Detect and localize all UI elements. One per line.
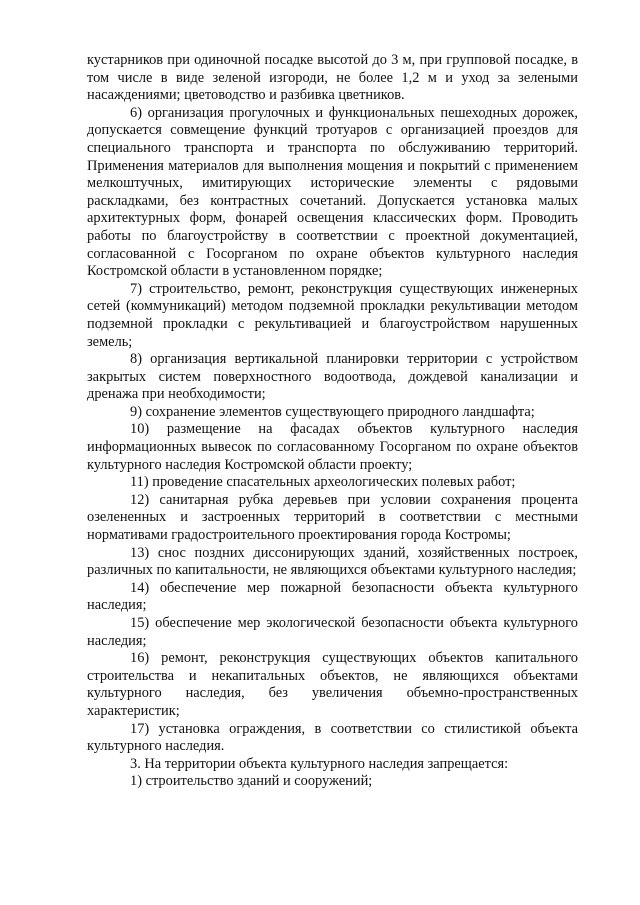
paragraph-continuation: кустарников при одиночной посадке высотой до 3 м, при групповой посадке, в том числе в виде зеленой изгороди, не более 1,2 м и уход за зелеными насаждениями; цветоводство и разбивка цветников. <box>87 52 578 104</box>
paragraph-item-10: 10) размещение на фасадах объектов культурного наследия информационных вывесок по согласованному Госорганом по охране объектов культурного наследия Костромской области проекту; <box>87 421 578 473</box>
paragraph-item-17: 17) установка ограждения, в соответствии со стилистикой объекта культурного наследия. <box>87 720 578 755</box>
paragraph-item-7: 7) строительство, ремонт, реконструкция существующих инженерных сетей (коммуникаций) методом подземной прокладки рекультивации методом подземной прокладки с рекультивацией и благоустройством нарушенных земель; <box>87 280 578 350</box>
paragraph-item-12: 12) санитарная рубка деревьев при условии сохранения процента озелененных и застроенных территорий в соответствии с местными нормативами градостроительного проектирования города Костромы; <box>87 491 578 544</box>
section-heading-3: 3. На территории объекта культурного наследия запрещается: <box>130 755 509 772</box>
paragraph-item-6: 6) организация прогулочных и функциональных пешеходных дорожек, допускается совмещение функций тротуаров с организацией проездов для специального транспорта и транспорта по обслуживанию территорий. Применения материалов для выполнения мощения и покрытий с применением мелкоштучных, имитирующих исторические элементы с рядовыми раскладками, без контрастных сочетаний. Допускается установка малых архитектурных форм, фонарей освещения классических форм. Проводить работы по благоустройству в соответствии с проектной документацией, согласованной с Госорганом по охране объектов культурного наследия Костромской области в установленном порядке; <box>87 104 578 280</box>
paragraph-item-9: 9) сохранение элементов существующего природного ландшафта; <box>130 403 535 420</box>
paragraph-item-13: 13) снос поздних диссонирующих зданий, хозяйственных построек, различных по капитальности, не являющихся объектами культурного наследия; <box>87 544 578 579</box>
paragraph-item-14: 14) обеспечение мер пожарной безопасности объекта культурного наследия; <box>87 579 578 614</box>
document-body <box>87 52 578 791</box>
paragraph-item-8: 8) организация вертикальной планировки территории с устройством закрытых систем поверхностного водоотвода, дождевой канализации и дренажа при необходимости; <box>87 351 578 403</box>
paragraph-prohibited-item-1: 1) строительство зданий и сооружений; <box>130 773 373 790</box>
paragraph-item-16: 16) ремонт, реконструкция существующих объектов капитального строительства и некапитальных объектов, не являющихся объектами культурного наследия, без увеличения объемно-пространственных характеристик; <box>87 650 578 719</box>
paragraph-item-15: 15) обеспечение мер экологической безопасности объекта культурного наследия; <box>87 615 578 649</box>
paragraph-item-11: 11) проведение спасательных археологических полевых работ; <box>130 474 516 491</box>
